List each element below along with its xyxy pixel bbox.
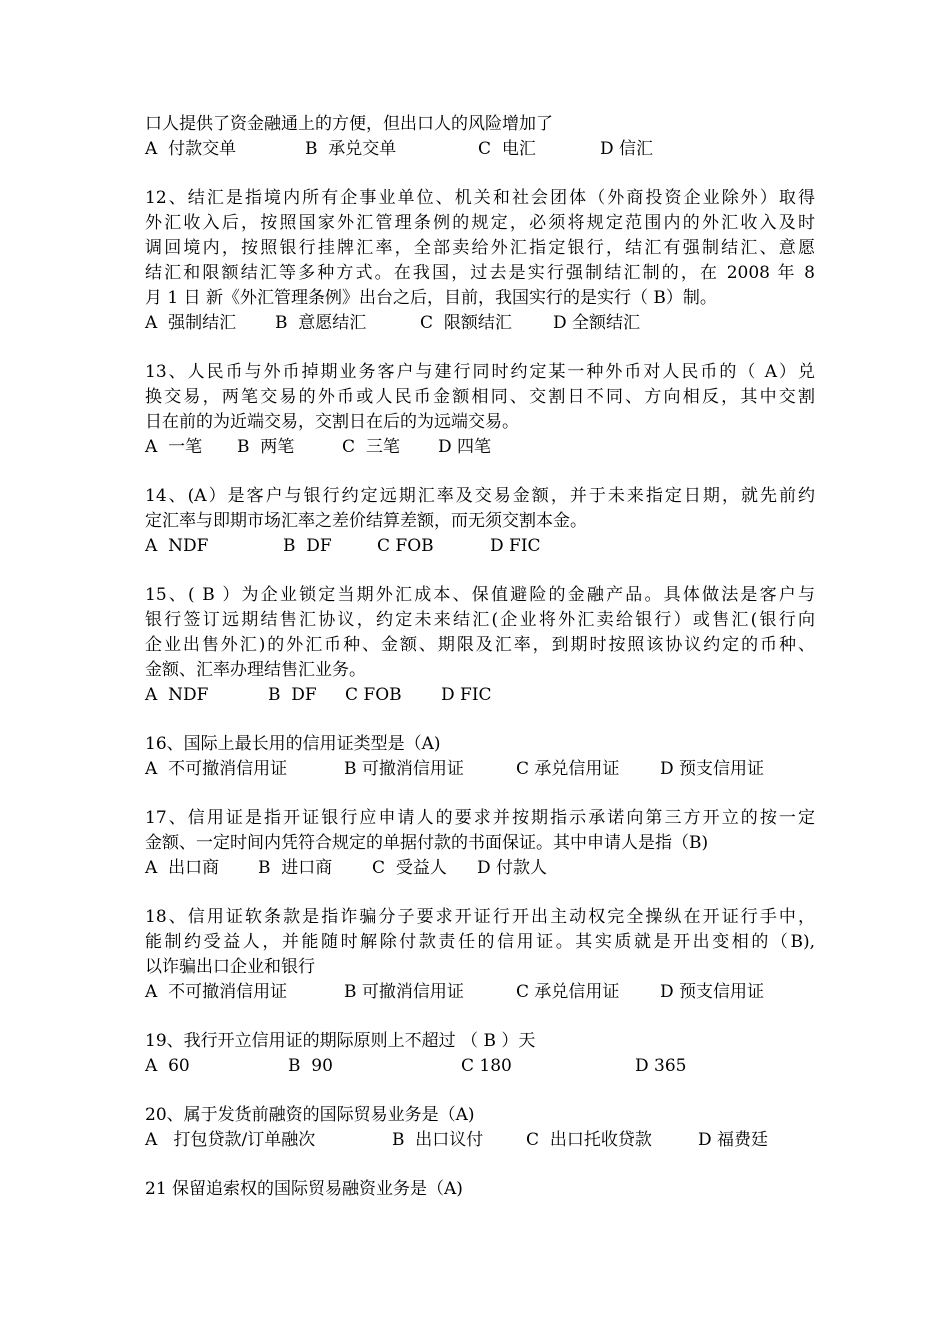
question-item: [145, 484, 815, 559]
answer-options: [145, 311, 815, 336]
answer-options: [145, 534, 815, 559]
option-b: B DF: [268, 685, 317, 705]
answer-options: [145, 1128, 815, 1153]
question-text-line: 12、结汇是指境内所有企事业单位、机关和社会团体（外商投资企业除外）取得: [145, 188, 815, 208]
question-item: [145, 112, 815, 162]
answer-options: [145, 683, 815, 708]
question-text-line: 口人提供了资金融通上的方便，但出口人的风险增加了: [145, 114, 553, 134]
question-text-line: 以诈骗出口企业和银行: [145, 957, 315, 977]
option-b: B 90: [288, 1056, 333, 1076]
option-b: B 两笔: [237, 437, 295, 457]
option-d: D 365: [635, 1056, 687, 1076]
question-text-line: 19、我行开立信用证的期际原则上不超过 （ B ）天: [145, 1031, 536, 1051]
question-text-line: 银行签订远期结售汇协议，约定未来结汇(企业将外汇卖给银行）或售汇(银行向: [145, 610, 815, 630]
option-b: B 承兑交单: [305, 139, 397, 159]
option-d: D 全额结汇: [553, 313, 641, 333]
question-text-line: 金额、一定时间内凭符合规定的单据付款的书面保证。其中申请人是指（B): [145, 833, 709, 853]
question-text-line: 16、国际上最长用的信用证类型是（A): [145, 734, 441, 754]
question-text-line: 17、信用证是指开证银行应申请人的要求并按期指示承诺向第三方开立的按一定: [145, 808, 815, 828]
option-c: C 受益人: [372, 858, 447, 878]
question-item: [145, 1103, 815, 1153]
option-c: C 三笔: [342, 437, 400, 457]
option-c: C 承兑信用证: [516, 982, 620, 1002]
question-list: [145, 112, 815, 1226]
option-d: D 福费廷: [698, 1130, 769, 1150]
option-b: B 进口商: [258, 858, 333, 878]
option-a: A NDF: [145, 536, 209, 556]
option-b: B 可撤消信用证: [344, 982, 464, 1002]
option-a: A 付款交单: [145, 139, 237, 159]
question-text-line: 15、( B ）为企业锁定当期外汇成本、保值避险的金融产品。具体做法是客户与: [145, 585, 815, 605]
question-text-line: 14、(A）是客户与银行约定远期汇率及交易金额，并于未来指定日期，就先前约: [145, 486, 815, 506]
question-text-line: 月 1 日 新《外汇管理条例》出台之后，目前，我国实行的是实行（ B）制。: [145, 288, 717, 308]
question-text-line: 调回境内，按照银行挂牌汇率，全部卖给外汇指定银行，结汇有强制结汇、意愿: [145, 238, 815, 258]
answer-options: [145, 856, 815, 881]
question-text-line: 企业出售外汇)的外汇币种、金额、期限及汇率，到期时按照该协议约定的币种、: [145, 635, 815, 655]
option-d: D FIC: [441, 685, 492, 705]
question-item: [145, 732, 815, 782]
question-item: [145, 905, 815, 1005]
answer-options: [145, 137, 815, 162]
question-text-line: 20、属于发货前融资的国际贸易业务是（A): [145, 1105, 475, 1125]
option-a: A 60: [145, 1056, 190, 1076]
option-a: A 不可撤消信用证: [145, 759, 288, 779]
answer-options: [145, 1054, 815, 1079]
question-text-line: 13、人民币与外币掉期业务客户与建行同时约定某一种外币对人民币的（ A）兑: [145, 362, 815, 382]
option-c: C FOB: [345, 685, 402, 705]
question-item: [145, 1177, 815, 1202]
question-text-line: 结汇和限额结汇等多种方式。在我国，过去是实行强制结汇制的，在 2008 年 8: [145, 263, 815, 283]
question-text-line: 18、信用证软条款是指诈骗分子要求开证行开出主动权完全操纵在开证行手中，: [145, 907, 815, 927]
question-text-line: 21 保留追索权的国际贸易融资业务是（A): [145, 1179, 463, 1199]
question-text-line: 换交易，两笔交易的外币或人民币金额相同、交割日不同、方向相反，其中交割: [145, 387, 815, 407]
question-text-line: 日在前的为近端交易，交割日在后的为远端交易。: [145, 412, 519, 432]
option-a: A 一笔: [145, 437, 203, 457]
option-a: A 打包贷款/订单融次: [145, 1130, 316, 1150]
option-d: D FIC: [490, 536, 541, 556]
question-item: [145, 806, 815, 881]
option-a: A 强制结汇: [145, 313, 237, 333]
option-d: D 预支信用证: [660, 759, 765, 779]
question-item: [145, 583, 815, 708]
question-text-line: 外汇收入后，按照国家外汇管理条例的规定，必须将规定范围内的外汇收入及时: [145, 213, 815, 233]
answer-options: [145, 757, 815, 782]
option-b: B 出口议付: [392, 1130, 484, 1150]
option-d: D 预支信用证: [660, 982, 765, 1002]
question-text-line: 能制约受益人，并能随时解除付款责任的信用证。其实质就是开出变相的（B),: [145, 932, 815, 952]
question-text-line: 定汇率与即期市场汇率之差价结算差额，而无须交割本金。: [145, 511, 587, 531]
option-b: B DF: [283, 536, 332, 556]
option-c: C 电汇: [478, 139, 536, 159]
option-c: C 出口托收贷款: [526, 1130, 652, 1150]
option-d: D 四笔: [438, 437, 492, 457]
option-d: D 付款人: [477, 858, 548, 878]
question-item: [145, 360, 815, 460]
option-a: A 不可撤消信用证: [145, 982, 288, 1002]
question-text-line: 金额、汇率办理结售汇业务。: [145, 660, 366, 680]
option-a: A 出口商: [145, 858, 220, 878]
option-b: B 可撤消信用证: [344, 759, 464, 779]
question-item: [145, 1029, 815, 1079]
option-a: A NDF: [145, 685, 209, 705]
option-c: C FOB: [377, 536, 434, 556]
option-c: C 限额结汇: [420, 313, 512, 333]
answer-options: [145, 980, 815, 1005]
option-d: D 信汇: [600, 139, 654, 159]
option-b: B 意愿结汇: [275, 313, 367, 333]
option-c: C 180: [461, 1056, 512, 1076]
option-c: C 承兑信用证: [516, 759, 620, 779]
answer-options: [145, 435, 815, 460]
question-item: [145, 186, 815, 336]
